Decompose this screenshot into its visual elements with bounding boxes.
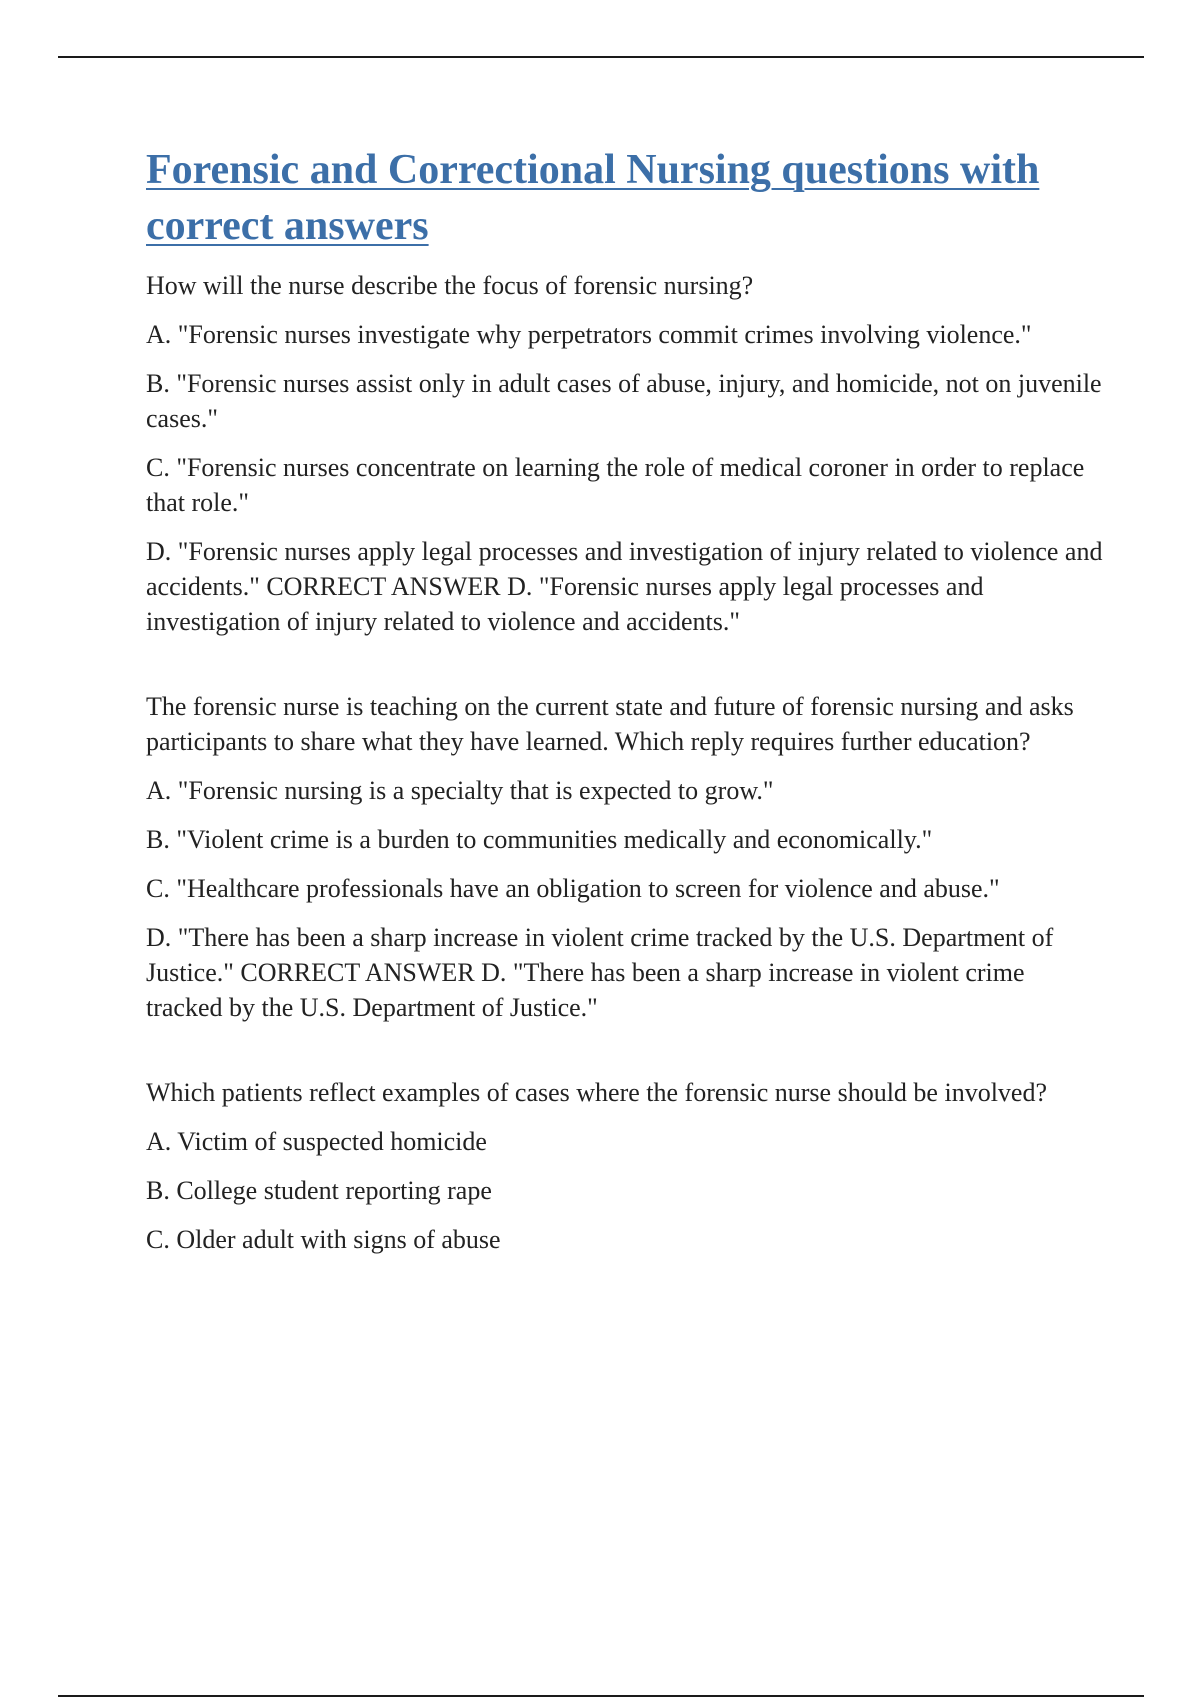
answer-option-c: C. "Forensic nurses concentrate on learning the role of medical coroner in order to replace that role." <box>146 453 1085 517</box>
answer-option-c: C. "Healthcare professionals have an obligation to screen for violence and abuse." <box>146 874 1000 903</box>
answer-option-d: D. "Forensic nurses apply legal processes and investigation of injury related to violence and accidents." CORRECT ANSWER D. "Forensic nurses apply legal processes and investigation of injury related to violence and accidents." <box>146 537 1103 636</box>
answer-option-d: D. "There has been a sharp increase in violent crime tracked by the U.S. Department of Justice." CORRECT ANSWER D. "There has been a sharp increase in violent crime tracked by the U.S. Department of Justice." <box>146 923 1054 1022</box>
answer-option-b: B. College student reporting rape <box>146 1176 492 1205</box>
answer-option-a: A. Victim of suspected homicide <box>146 1127 487 1156</box>
top-rule <box>58 56 1144 58</box>
document-body <box>146 142 1106 1271</box>
question-2 <box>146 689 1106 1025</box>
bottom-rule <box>58 1695 1144 1697</box>
question-3 <box>146 1075 1106 1257</box>
answer-option-c: C. Older adult with signs of abuse <box>146 1225 501 1254</box>
document-title: Forensic and Correctional Nursing questions with correct answers <box>146 147 1040 249</box>
answer-option-b: B. "Violent crime is a burden to communities medically and economically." <box>146 825 933 854</box>
question-1 <box>146 268 1106 639</box>
question-prompt: The forensic nurse is teaching on the current state and future of forensic nursing and asks participants to share what they have learned. Which reply requires further education? <box>146 692 1074 756</box>
answer-option-a: A. "Forensic nurses investigate why perpetrators commit crimes involving violence." <box>146 320 1032 349</box>
question-prompt: Which patients reflect examples of cases where the forensic nurse should be involved? <box>146 1078 1047 1107</box>
question-prompt: How will the nurse describe the focus of forensic nursing? <box>146 271 754 300</box>
answer-option-a: A. "Forensic nursing is a specialty that is expected to grow." <box>146 776 774 805</box>
answer-option-b: B. "Forensic nurses assist only in adult cases of abuse, injury, and homicide, not on juvenile cases." <box>146 369 1102 433</box>
